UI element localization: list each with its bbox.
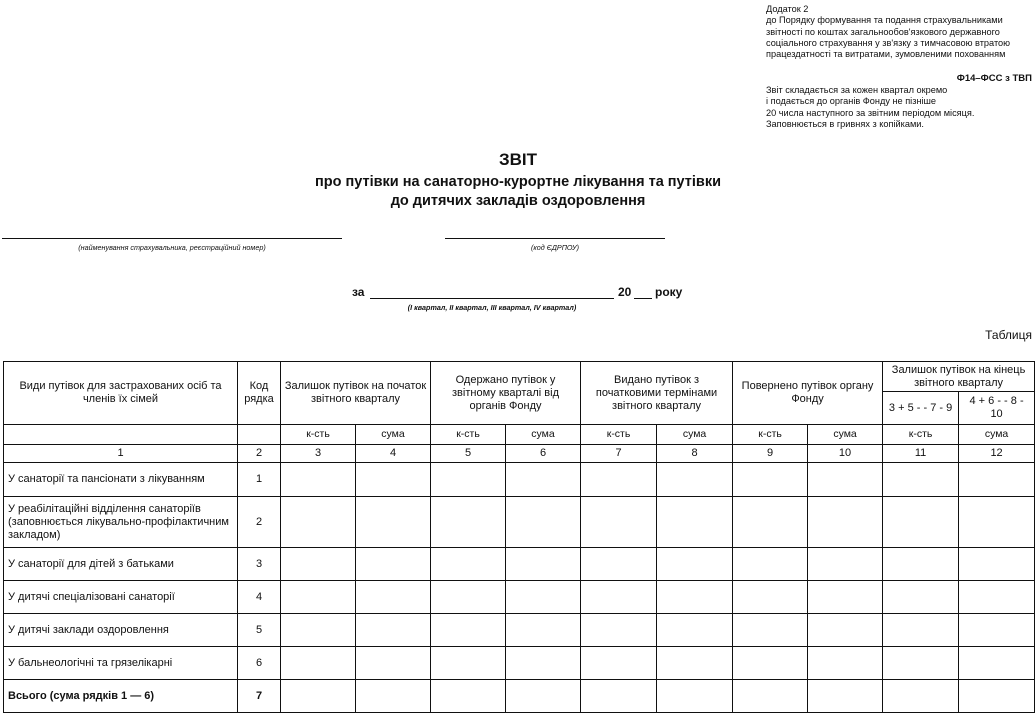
data-cell[interactable] [281,680,356,713]
row-code: 6 [238,647,281,680]
table-row [4,548,1035,581]
header-end-balance: Залишок путівок на кінець звітного кварталу [883,362,1035,392]
row-label: У дитячі заклади оздоровлення [4,614,238,647]
table-row-total [4,680,1035,713]
header-issued: Видано путівок з початковими термінами звітного кварталу [581,362,733,425]
data-cell[interactable] [883,463,959,497]
data-cell[interactable] [281,581,356,614]
annex-line: соціального страхування у зв'язку з тимчасовою втратою [766,37,1011,48]
data-cell[interactable] [808,680,883,713]
report-table [3,361,1035,713]
data-cell[interactable] [733,680,808,713]
data-cell[interactable] [959,463,1035,497]
row-label: У реабілітаційні відділення санаторіїв (заповнюється лікувально-профілактичним закладом) [4,497,238,548]
data-cell[interactable] [883,647,959,680]
data-cell[interactable] [581,614,657,647]
data-cell[interactable] [281,548,356,581]
subheader-qty: к-сть [581,425,657,445]
year-prefix: 20 [618,285,632,299]
data-cell[interactable] [431,581,506,614]
header-received: Одержано путівок у звітному кварталі від органів Фонду [431,362,581,425]
column-number: 2 [238,445,281,463]
edrpou-code-field[interactable] [445,238,665,239]
data-cell[interactable] [356,614,431,647]
data-cell[interactable] [431,680,506,713]
data-cell[interactable] [808,497,883,548]
data-cell[interactable] [356,548,431,581]
header-code: Код рядка [238,362,281,425]
subheader-sum: сума [959,425,1035,445]
row-label-total: Всього (сума рядків 1 — 6) [4,680,238,713]
column-number: 8 [657,445,733,463]
data-cell[interactable] [506,463,581,497]
data-cell[interactable] [356,680,431,713]
data-cell[interactable] [431,548,506,581]
subheader-sum: сума [506,425,581,445]
column-numbers-row [4,445,1035,463]
data-cell[interactable] [883,614,959,647]
instruction-line: і подається до органів Фонду не пізніше [766,96,937,107]
data-cell[interactable] [808,614,883,647]
data-cell[interactable] [733,463,808,497]
row-code: 2 [238,497,281,548]
data-cell[interactable] [657,680,733,713]
row-code: 5 [238,614,281,647]
row-label: У бальнеологічні та грязелікарні [4,647,238,680]
data-cell[interactable] [959,647,1035,680]
column-number: 11 [883,445,959,463]
data-cell[interactable] [506,614,581,647]
header-types: Види путівок для застрахованих осіб та членів їх сімей [4,362,238,425]
data-cell[interactable] [281,497,356,548]
data-cell[interactable] [657,647,733,680]
data-cell[interactable] [356,581,431,614]
data-cell[interactable] [657,614,733,647]
data-cell[interactable] [883,581,959,614]
data-cell[interactable] [959,680,1035,713]
column-number: 9 [733,445,808,463]
data-cell[interactable] [733,647,808,680]
table-row [4,463,1035,497]
data-cell[interactable] [808,647,883,680]
column-number: 12 [959,445,1035,463]
instruction-line: Заповнюється в гривнях з копійками. [766,118,924,129]
table-row [4,614,1035,647]
header-start-balance: Залишок путівок на початок звітного кварталу [281,362,431,425]
data-cell[interactable] [281,463,356,497]
data-cell[interactable] [506,680,581,713]
data-cell[interactable] [281,614,356,647]
data-cell[interactable] [657,548,733,581]
insurer-name-caption: (найменування страхувальника, реєстраційний номер) [78,243,266,252]
data-cell[interactable] [506,647,581,680]
column-number: 7 [581,445,657,463]
annex-line: звітності по коштах загальнообов'язкового державного [766,26,1000,37]
data-cell[interactable] [959,548,1035,581]
data-cell[interactable] [733,614,808,647]
data-cell[interactable] [431,497,506,548]
annex-block [766,4,1034,60]
instruction-line: 20 числа наступного за звітним періодом місяця. [766,107,975,118]
row-label: У санаторії та пансіонати з лікуванням [4,463,238,497]
data-cell[interactable] [733,548,808,581]
report-subtitle-line-1: про путівки на санаторно-курортне лікування та путівки [314,174,721,190]
report-title: ЗВІТ [498,150,538,169]
table-row [4,497,1035,548]
subheader-qty: к-сть [281,425,356,445]
data-cell[interactable] [883,497,959,548]
data-cell[interactable] [356,463,431,497]
data-cell[interactable] [506,497,581,548]
annex-line: до Порядку формування та подання страхувальниками [766,15,1003,26]
insurer-name-field[interactable] [2,238,342,239]
data-cell[interactable] [431,463,506,497]
data-cell[interactable] [581,497,657,548]
row-label: У дитячі спеціалізовані санаторії [4,581,238,614]
data-cell[interactable] [959,614,1035,647]
data-cell[interactable] [356,647,431,680]
data-cell[interactable] [281,647,356,680]
data-cell[interactable] [581,680,657,713]
empty-cell [238,425,281,445]
data-cell[interactable] [808,548,883,581]
header-formula-sum: 4 + 6 - - 8 - 10 [959,392,1035,425]
data-cell[interactable] [581,463,657,497]
column-number: 5 [431,445,506,463]
data-cell[interactable] [657,581,733,614]
data-cell[interactable] [959,497,1035,548]
annex-line: Додаток 2 [766,4,809,14]
column-number: 10 [808,445,883,463]
data-cell[interactable] [883,680,959,713]
data-cell[interactable] [431,647,506,680]
row-code: 1 [238,463,281,497]
data-cell[interactable] [959,581,1035,614]
instructions-block [766,85,1034,130]
data-cell[interactable] [356,497,431,548]
data-cell[interactable] [581,548,657,581]
subheader-sum: сума [808,425,883,445]
header-returned: Повернено путівок органу Фонду [733,362,883,425]
table-row [4,581,1035,614]
data-cell[interactable] [581,581,657,614]
column-number: 3 [281,445,356,463]
quarter-caption: (I квартал, II квартал, III квартал, IV квартал) [407,303,577,312]
data-cell[interactable] [506,581,581,614]
subheader-sum: сума [356,425,431,445]
subheader-qty: к-сть [733,425,808,445]
data-cell[interactable] [506,548,581,581]
subheader-qty: к-сть [883,425,959,445]
period-za-label: за [352,285,365,299]
subheader-sum: сума [657,425,733,445]
column-number: 4 [356,445,431,463]
data-cell[interactable] [581,647,657,680]
quarter-field[interactable] [370,298,614,299]
row-label: У санаторії для дітей з батьками [4,548,238,581]
column-number: 6 [506,445,581,463]
year-field[interactable] [634,298,652,299]
data-cell[interactable] [431,614,506,647]
column-number: 1 [4,445,238,463]
form-code: Ф14–ФСС з ТВП [956,73,1032,84]
row-code: 7 [238,680,281,713]
empty-cell [4,425,238,445]
instruction-line: Звіт складається за кожен квартал окремо [766,85,948,95]
data-cell[interactable] [657,497,733,548]
edrpou-code-caption: (код ЄДРПОУ) [531,243,579,252]
subheader-qty: к-сть [431,425,506,445]
data-cell[interactable] [657,463,733,497]
data-cell[interactable] [808,463,883,497]
row-code: 3 [238,548,281,581]
data-cell[interactable] [733,497,808,548]
report-subtitle-line-2: до дитячих закладів оздоровлення [390,193,646,209]
table-row [4,647,1035,680]
data-cell[interactable] [883,548,959,581]
year-suffix: року [655,285,683,299]
data-cell[interactable] [733,581,808,614]
table-label: Таблиця [985,328,1032,342]
row-code: 4 [238,581,281,614]
data-cell[interactable] [808,581,883,614]
header-formula-count: 3 + 5 - - 7 - 9 [883,392,959,425]
annex-line: працездатності та витратами, зумовленими похованням [766,49,1006,60]
